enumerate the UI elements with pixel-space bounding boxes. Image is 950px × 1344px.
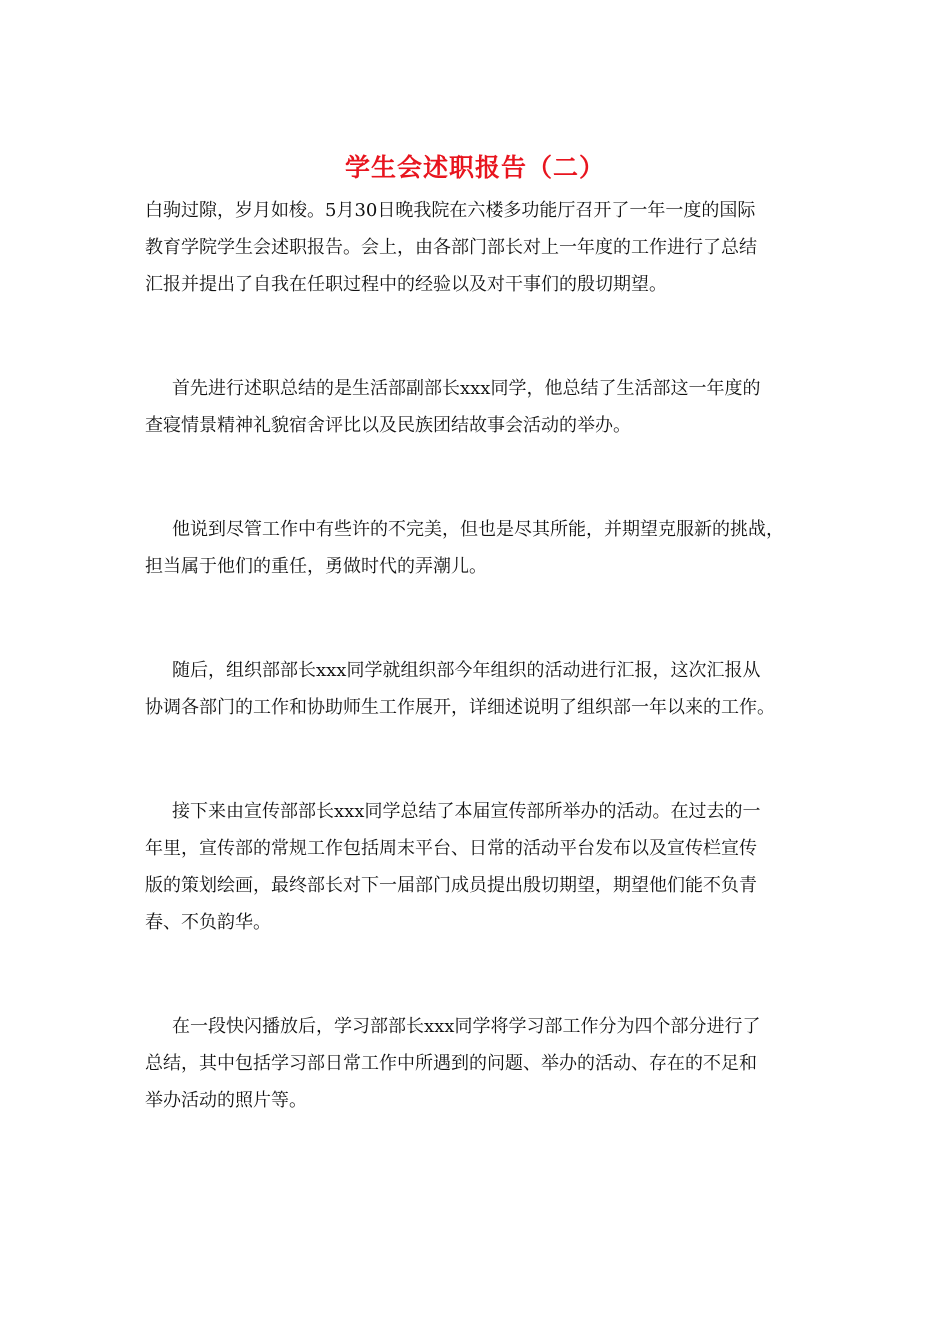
paragraph-2-line-2: 查寝情景精神礼貌宿舍评比以及民族团结故事会活动的举办。 <box>145 415 631 436</box>
paragraph-5-line-3: 版的策划绘画，最终部长对下一届部门成员提出殷切期望，期望他们能不负青 <box>145 875 757 896</box>
document-title: 学生会述职报告（二） <box>344 153 605 182</box>
paragraph-1-line-3: 汇报并提出了自我在任职过程中的经验以及对干事们的殷切期望。 <box>145 274 667 295</box>
paragraph-5-line-2: 年里，宣传部的常规工作包括周末平台、日常的活动平台发布以及宣传栏宣传 <box>145 838 757 859</box>
paragraph-6-line-3: 举办活动的照片等。 <box>145 1090 307 1111</box>
paragraph-5-line-4: 春、不负韵华。 <box>145 912 271 933</box>
paragraph-3-line-2: 担当属于他们的重任，勇做时代的弄潮儿。 <box>145 556 487 577</box>
paragraph-6-line-2: 总结，其中包括学习部日常工作中所遇到的问题、举办的活动、存在的不足和 <box>145 1053 757 1074</box>
paragraph-2-line-1: 首先进行述职总结的是生活部副部长xxx同学，他总结了生活部这一年度的 <box>172 378 761 399</box>
paragraph-4-line-2: 协调各部门的工作和协助师生工作展开，详细述说明了组织部一年以来的工作。 <box>145 697 775 718</box>
paragraph-1-line-1: 白驹过隙，岁月如梭。5月30日晚我院在六楼多功能厅召开了一年一度的国际 <box>145 200 756 221</box>
paragraph-4-line-1: 随后，组织部部长xxx同学就组织部今年组织的活动进行汇报，这次汇报从 <box>172 660 761 681</box>
paragraph-6-line-1: 在一段快闪播放后，学习部部长xxx同学将学习部工作分为四个部分进行了 <box>172 1016 761 1037</box>
paragraph-5-line-1: 接下来由宣传部部长xxx同学总结了本届宣传部所举办的活动。在过去的一 <box>172 801 761 822</box>
paragraph-1-line-2: 教育学院学生会述职报告。会上，由各部门部长对上一年度的工作进行了总结 <box>145 237 757 258</box>
paragraph-3-line-1: 他说到尽管工作中有些许的不完美，但也是尽其所能，并期望克服新的挑战， <box>172 519 784 540</box>
